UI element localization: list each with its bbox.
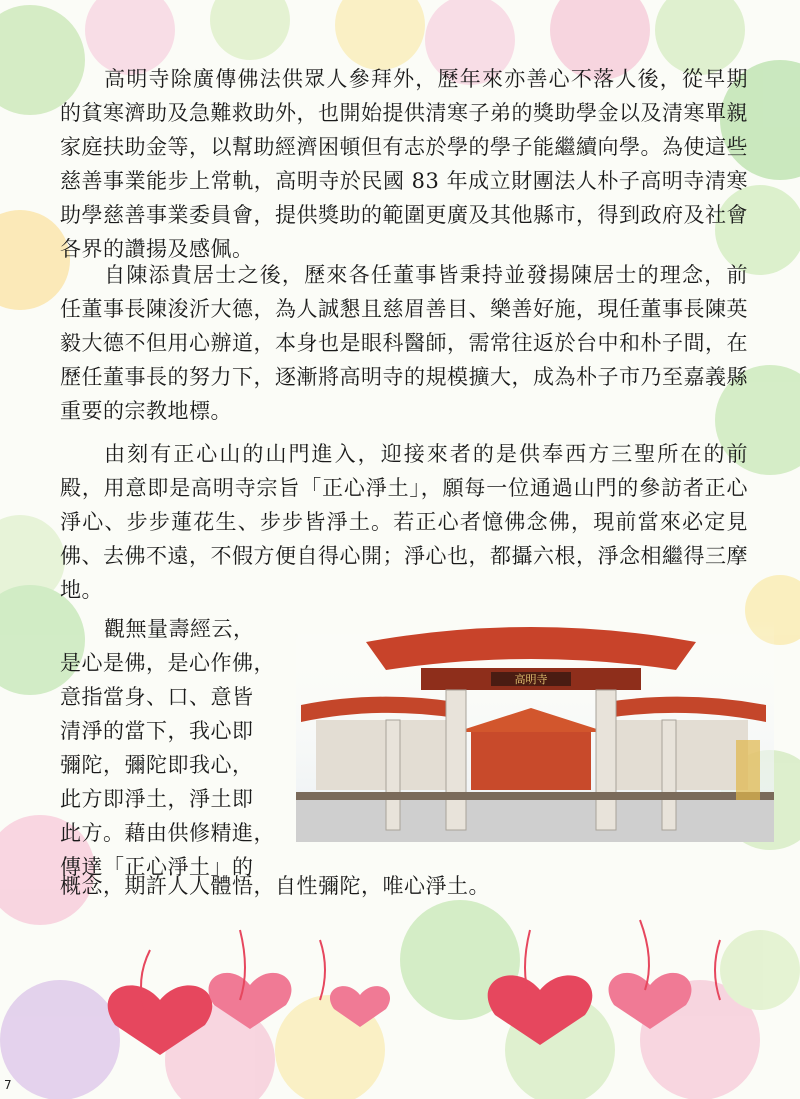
side-line: 彌陀，彌陀即我心， <box>60 753 254 777</box>
page-number: 7 <box>4 1078 12 1092</box>
side-paragraph <box>60 612 295 884</box>
side-line: 傳達「正心淨土」的 <box>60 855 254 879</box>
side-line: 清淨的當下，我心即 <box>60 719 254 743</box>
side-line: 是心是佛，是心作佛， <box>60 651 275 675</box>
paragraph-1: 高明寺除廣傳佛法供眾人參拜外，歷年來亦善心不落人後，從早期的貧寒濟助及急難救助外，也開始提供清寒子弟的獎助學金以及清寒單親家庭扶助金等，以幫助經濟困頓但有志於學的學子能繼續向學。為使這些慈善事業能步上常軌，高明寺於民國 83 年成立財團法人朴子高明寺清寒助學慈善事業委員會，提供獎助的範圍更廣及其他縣市，得到政府及社會各界的讚揚及感佩。 <box>60 67 748 261</box>
temple-gate-photo <box>296 620 774 842</box>
side-line: 觀無量壽經云， <box>104 617 255 641</box>
side-line: 此方即淨土，淨土即 <box>60 787 254 811</box>
closing-line: 概念，期許人人體悟，自性彌陀，唯心淨土。 <box>60 874 490 898</box>
paragraph-2: 自陳添貴居士之後，歷來各任董事皆秉持並發揚陳居士的理念，前任董事長陳浚沂大德，為人誠懇且慈眉善目、樂善好施，現任董事長陳英毅大德不但用心辦道，本身也是眼科醫師，需常往返於台中和朴子間，在歷任董事長的努力下，逐漸將高明寺的規模擴大，成為朴子市乃至嘉義縣重要的宗教地標。 <box>60 263 748 423</box>
side-line: 意指當身、口、意皆 <box>60 685 254 709</box>
paragraph-3: 由刻有正心山的山門進入，迎接來者的是供奉西方三聖所在的前殿，用意即是高明寺宗旨「正心淨土」，願每一位通過山門的參訪者正心淨心、步步蓮花生、步步皆淨土。若正心者憶佛念佛，現前當來必定見佛、去佛不遠，不假方便自得心開；淨心也，都攝六根，淨念相繼得三摩地。 <box>60 442 748 602</box>
temple-sign: 高明寺 <box>514 673 548 686</box>
side-line: 此方。藉由供修精進， <box>60 821 275 845</box>
